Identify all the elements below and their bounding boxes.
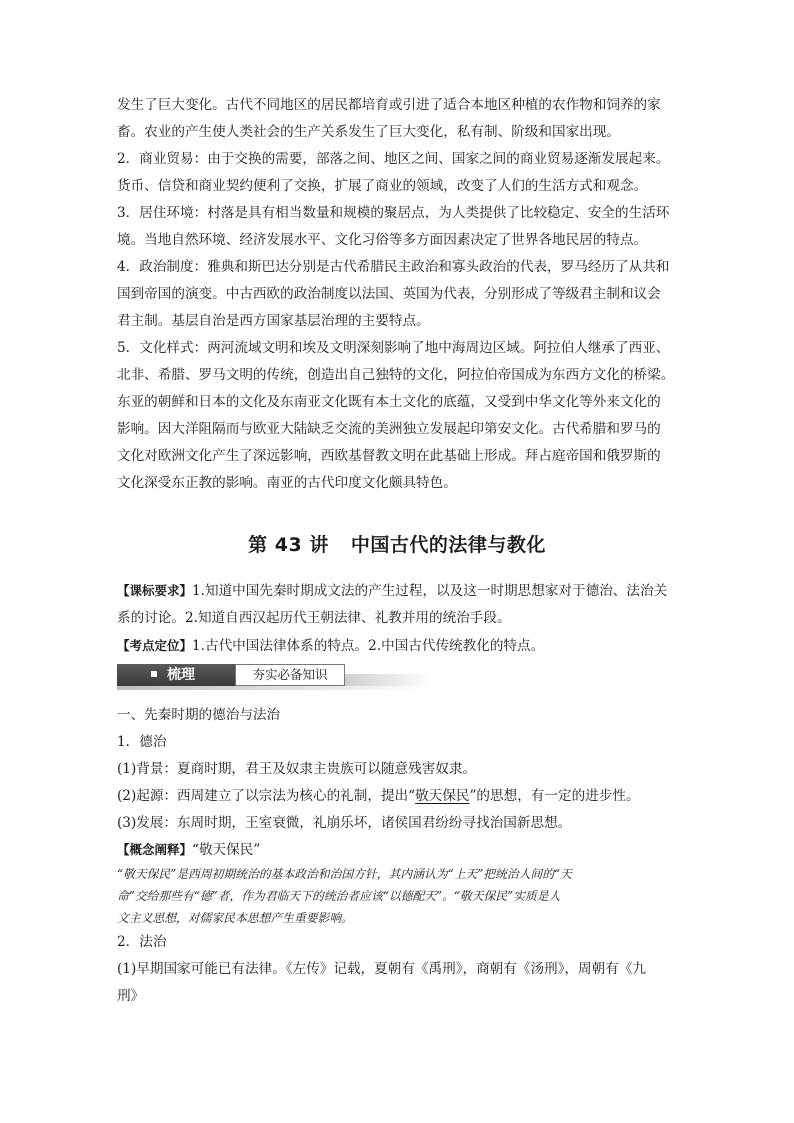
positioning-tag: 【考点定位】: [117, 638, 193, 653]
text-line: 文化深受东正教的影响。南亚的古代印度文化颇具特色。: [117, 475, 457, 491]
banner-left-label: 梳理: [167, 667, 195, 683]
list-item: 刑》: [117, 988, 145, 1004]
list-item: (1)背景：夏商时期，君王及奴隶主贵族可以随意残害奴隶。: [117, 761, 477, 777]
text-line: 畜。农业的产生使人类社会的生产关系发生了巨大变化，私有制、阶级和国家出现。: [117, 124, 620, 140]
banner-fade: [345, 674, 432, 686]
text-line: 北非、希腊、罗马文明的传统，创造出自己独特的文化，阿拉伯帝国成为东西方文化的桥梁。: [117, 367, 675, 383]
lecture-number: 第 43 讲: [248, 534, 329, 556]
text-line: 文化对欧洲文化产生了深远影响，西欧基督教文明在此基础上形成。拜占庭帝国和俄罗斯的: [117, 448, 661, 464]
list-item: [117, 783, 679, 810]
lecture-title: [0, 530, 794, 557]
text-line: 2．商业贸易：由于交换的需要，部落之间、地区之间、国家之间的商业贸易逐渐发展起来。: [117, 151, 670, 167]
text-line: 4．政治制度：雅典和斯巴达分别是古代希腊民主政治和寡头政治的代表，罗马经历了从共和: [117, 259, 670, 275]
requirements-tag: 【课标要求】: [117, 583, 193, 598]
requirements-line: [117, 577, 679, 605]
text-line: 5．文化样式：两河流域文明和埃及文明深刻影响了地中海周边区域。阿拉伯人继承了西亚、: [117, 340, 670, 356]
section1: [117, 702, 679, 1010]
requirements-block: [117, 577, 679, 660]
text-line: 货币、信贷和商业契约便利了交换，扩展了商业的领域，改变了人们的生活方式和观念。: [117, 178, 648, 194]
key-term: 敬天保民: [415, 788, 470, 804]
concept-heading: [117, 837, 679, 863]
intro-text: [117, 92, 679, 497]
banner-right-label: 夯实必备知识: [235, 664, 345, 686]
text-line: 东亚的朝鲜和日本的文化及东南亚文化既有本土文化的底蕴，又受到中华文化等外来文化的: [117, 394, 661, 410]
positioning-text: 1.古代中国法律体系的特点。2.中国古代传统教化的特点。: [192, 638, 545, 654]
subheading: 1．德治: [117, 734, 167, 750]
square-bullet-icon: [151, 671, 157, 677]
subheading: 2．法治: [117, 934, 167, 950]
requirements-line: 系的讨论。2.知道自西汉起历代王朝法律、礼教并用的统治手段。: [117, 610, 511, 626]
text-line: 君主制。基层自治是西方国家基层治理的主要特点。: [117, 313, 430, 329]
concept-line: “敬天保民”是西周初期统治的基本政治和治国方针，其内涵认为“上天”把统治人间的“天: [117, 867, 572, 881]
banner-underline: [117, 686, 432, 690]
list-item-text: (2)起源：西周建立了以宗法为核心的礼制，提出“: [117, 788, 416, 804]
text-line: 3．居住环境：村落是具有相当数量和规模的聚居点，为人类提供了比较稳定、安全的生活环: [117, 205, 670, 221]
positioning-line: [117, 632, 679, 660]
list-item: (1)早期国家可能已有法律。《左传》记载，夏朝有《禹刑》，商朝有《汤刑》，周朝有《九: [117, 961, 647, 977]
text-line: 国到帝国的演变。中古西欧的政治制度以法国、英国为代表，分别形成了等级君主制和议会: [117, 286, 661, 302]
section-heading: 一、先秦时期的德治与法治: [117, 707, 281, 723]
concept-title: “敬天保民”: [192, 842, 261, 858]
text-line: 影响。因大洋阻隔而与欧亚大陆缺乏交流的美洲独立发展起印第安文化。古代希腊和罗马的: [117, 421, 661, 437]
text-line: 境。当地自然环境、经济发展水平、文化习俗等多方面因素决定了世界各地民居的特点。: [117, 232, 648, 248]
requirements-text: 1.知道中国先秦时期成文法的产生过程，以及这一时期思想家对于德治、法治关: [192, 583, 668, 599]
text-line: 发生了巨大变化。古代不同地区的居民都培育或引进了适合本地区种植的农作物和饲养的家: [117, 97, 661, 113]
concept-line: 命”交给那些有“德”者，作为君临天下的统治者应该“以德配天”。“敬天保民”实质是人: [117, 889, 561, 903]
banner-left: [117, 664, 235, 686]
concept-tag: 【概念阐释】: [117, 842, 193, 857]
list-item-text: ”的思想，有一定的进步性。: [469, 788, 640, 804]
list-item: (3)发展：东周时期，王室衰微，礼崩乐坏，诸侯国君纷纷寻找治国新思想。: [117, 815, 572, 831]
lecture-name: 中国古代的法律与教化: [350, 534, 546, 556]
section-banner: [117, 664, 432, 688]
concept-line: 文主义思想，对儒家民本思想产生重要影响。: [117, 911, 353, 925]
